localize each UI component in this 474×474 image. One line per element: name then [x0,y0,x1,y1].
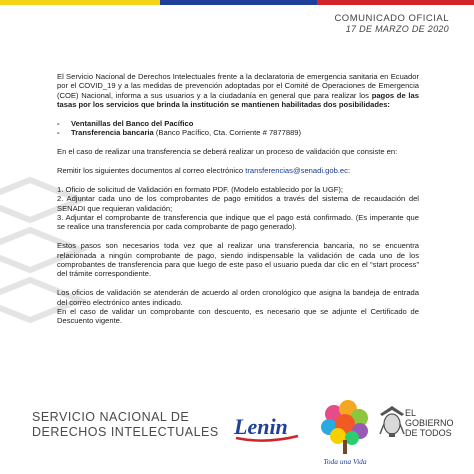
communique-header [334,13,449,34]
flag-blue [160,0,317,5]
communique-title: COMUNICADO OFICIAL [334,13,449,24]
gobierno-de-todos-logo: EL GOBIERNO DE TODOS [405,408,454,438]
bullet-transferencia: - Transferencia bancaria (Banco Pacífico, Cta. Corriente # 7877889) [57,128,302,138]
lenin-logo [232,410,302,444]
svg-text:Lenin: Lenin [234,414,288,439]
institution-name-line1: SERVICIO NACIONAL DE [32,410,190,424]
ecuador-coat-of-arms-icon [378,404,406,438]
footer [0,398,474,474]
bullet-ventanillas: - Ventanillas del Banco del Pacífico [57,119,194,129]
step-3: 3. Adjuntar el comprobante de transferencia que indique que el pago está confirmado. (Es imperante que se realice una transferencia por cada comprobante de pago generado). [57,213,419,232]
flag-stripe [0,0,474,5]
discount-paragraph: En el caso de validar un comprobante con descuento, es necesario que se adjunte el Certificado de Descuento vigente. [57,307,419,326]
step-2: 2. Adjuntar cada uno de los comprobantes de pago emitidos a través del sistema de recaudación del SENADI que requieran validación; [57,194,419,213]
flag-red [317,0,474,5]
send-paragraph: Remitir los siguientes documentos al correo electrónico transferencias@senadi.gob.ec: [57,166,351,176]
transfer-paragraph: En el caso de realizar una transferencia se deberá realizar un proceso de validación que consiste en: [57,147,398,157]
intro-paragraph: El Servicio Nacional de Derechos Intelectuales frente a la declaratoria de emergencia sanitaria en Ecuador por el COVID_19 y a las medidas de prevención adoptadas por el Comité de Operaciones de Emergencia (COE) Nacional, informa a sus usuarios y a la ciudadanía en general que para realizar los pagos de las tasas por los servicios que brinda la institución se mantienen habilitadas dos posibilidades: [57,72,419,110]
institution-name-line2: DERECHOS INTELECTUALES [32,425,219,439]
step-1: 1. Oficio de solicitud de Validación en formato PDF. (Modelo establecido por la UGF); [57,184,344,194]
communique-date: 17 DE MARZO DE 2020 [345,24,449,34]
toda-una-vida-tree-logo [314,398,376,472]
oficios-paragraph: Los oficios de validación se atenderán de acuerdo al orden cronológico que asigna la bandeja de entrada del correo electrónico antes indicado. [57,288,419,307]
flag-yellow [0,0,160,5]
communique-body [57,72,419,326]
svg-text:Toda una Vida: Toda una Vida [323,457,367,466]
email-link[interactable]: transferencias@senadi.gob.ec [245,166,348,176]
steps-paragraph: Estos pasos son necesarios toda vez que al realizar una transferencia bancaria, no se encuentra relacionada a ningún comprobante de pago, siendo indispensable la validación de cada uno de los comprobantes de transferencia para que luego de este paso el usuario pueda dar clic en el “start process” del trámite correspondiente. [57,241,419,279]
